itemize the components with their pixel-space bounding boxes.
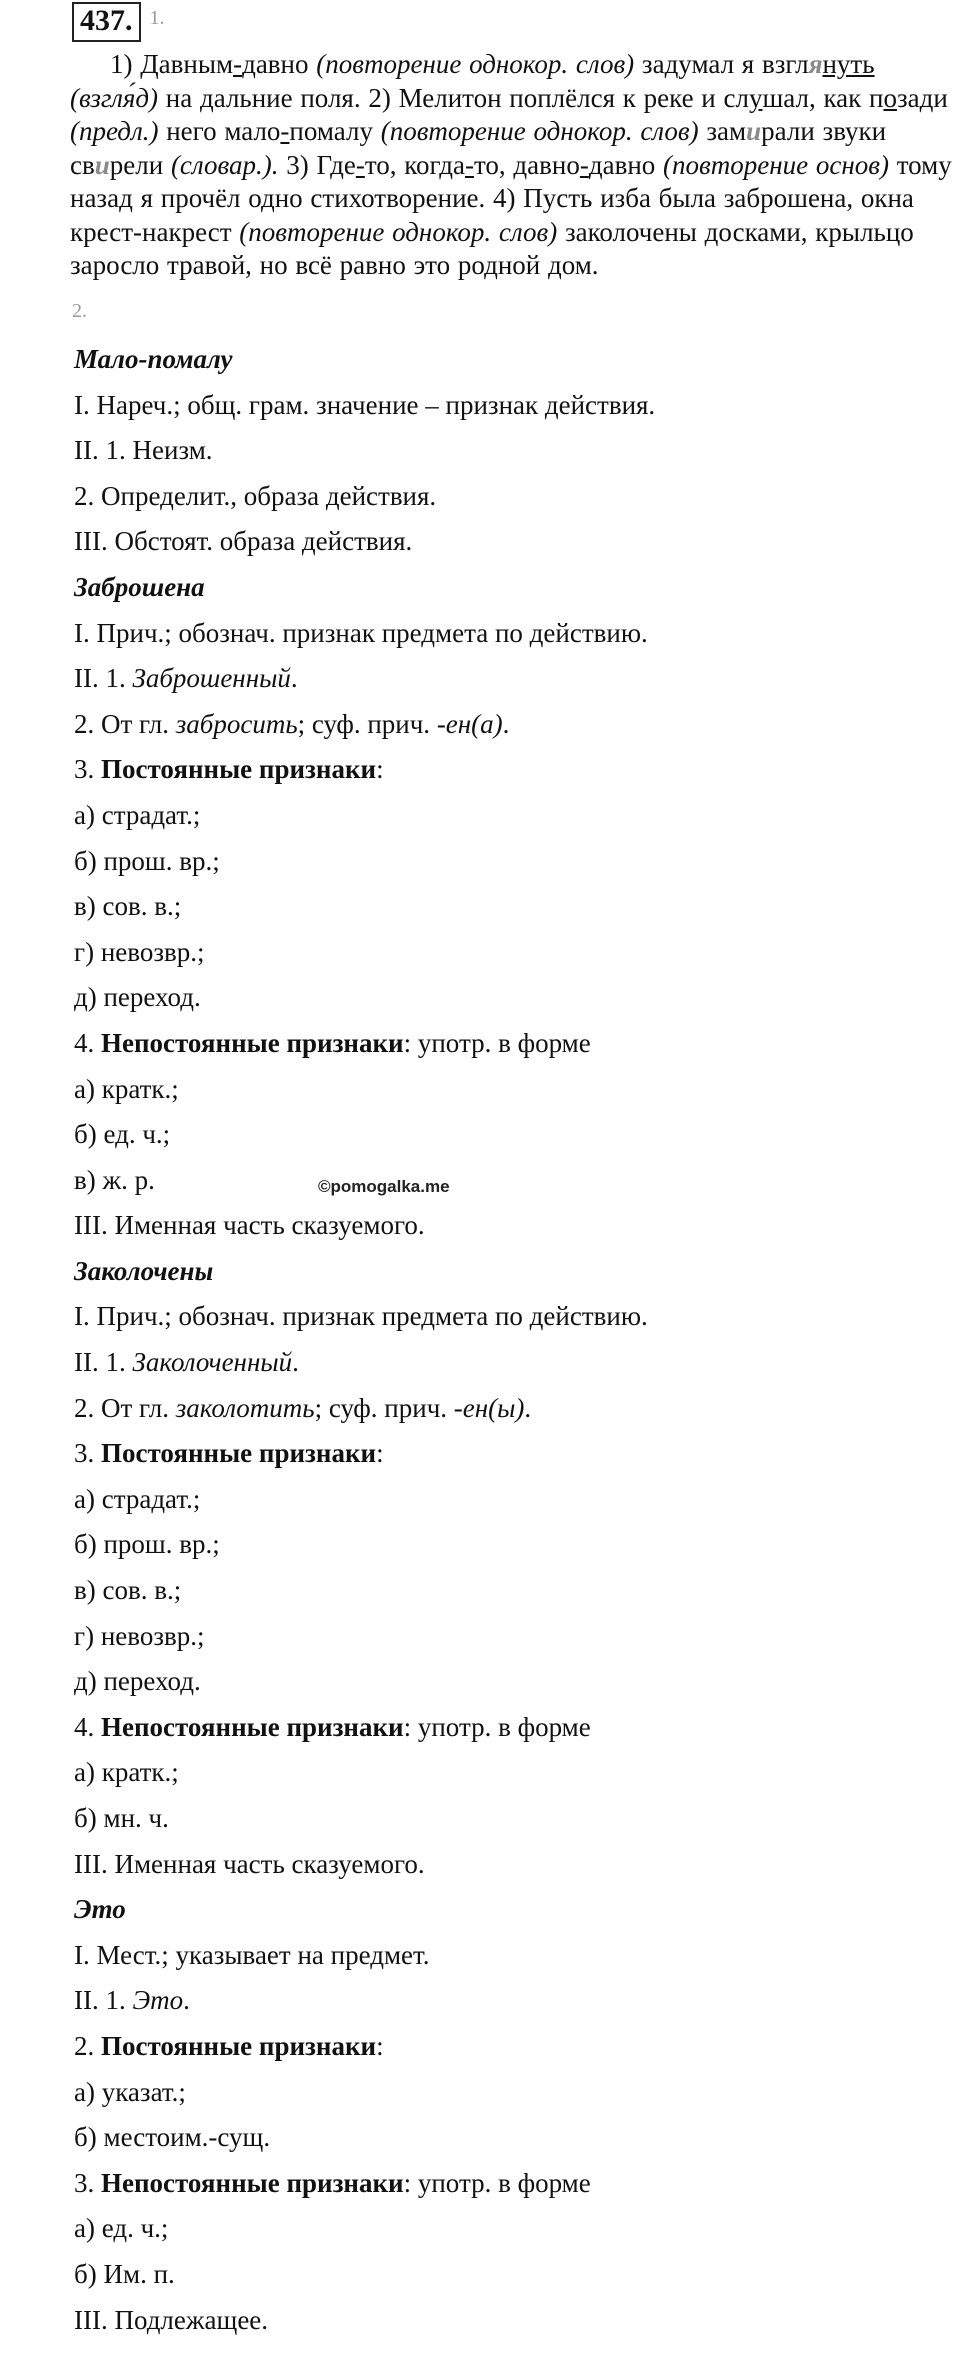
note: (предл.) <box>70 116 159 146</box>
highlighted-letter: и <box>746 116 762 146</box>
source-verb: заколотить <box>175 1392 315 1423</box>
text-fragment: помалу <box>289 116 381 146</box>
text-fragment: 2. От гл. <box>74 708 176 739</box>
underlined-letter: у <box>748 82 763 113</box>
analysis-line: III. Обстоят. образа действия. <box>74 526 413 557</box>
analysis-line: II. 1. Неизм. <box>74 435 213 466</box>
initial-form: Это <box>132 1985 184 2016</box>
analysis-line: I. Прич.; обознач. признак предмета по действию. <box>74 617 648 648</box>
text-fragment: 1) Давным <box>110 49 234 79</box>
text-fragment: зам <box>698 116 747 146</box>
text-fragment: давно <box>242 49 317 79</box>
highlighted-letter: и <box>94 149 110 180</box>
text-fragment: . <box>183 1985 190 2016</box>
text-fragment: тому назад я прочёл одно стихотворение. 4) Пусть изба была заброшена, окна крест-накрест <box>70 149 952 247</box>
text-fragment: II. 1. <box>74 1347 133 1378</box>
text-fragment: : <box>376 1438 384 1469</box>
text-fragment: то, давно <box>473 149 580 180</box>
text-fragment: 2. <box>74 2030 101 2061</box>
watermark: ©pomogalka.me <box>318 1177 450 1196</box>
section-label: Непостоянные признаки <box>101 1027 404 1058</box>
text-fragment: рали звуки св <box>70 116 887 180</box>
text-fragment: 4. <box>74 1027 101 1058</box>
underlined-dash: - <box>233 49 243 79</box>
analysis-line <box>74 1386 954 1432</box>
text-fragment: заколочены досками, крыльцо заросло травой, но всё равно это родной дом. <box>70 216 914 280</box>
text-fragment: 4. <box>74 1711 101 1742</box>
text-fragment: ; суф. прич. <box>314 1392 454 1423</box>
exercise-paragraph <box>70 48 960 283</box>
text-fragment: . <box>292 1347 299 1378</box>
text-fragment: . <box>290 663 298 694</box>
section-label: Постоянные признаки <box>101 754 377 785</box>
part1-marker: 1. <box>149 7 165 29</box>
analysis-line: I. Прич.; обознач. признак предмета по действию. <box>74 1301 648 1332</box>
text-fragment: : употр. в форме <box>403 1027 591 1058</box>
analysis-line: а) кратк.; <box>74 1757 179 1788</box>
note: (взгля́д) <box>70 82 159 113</box>
analysis-line: а) ед. ч.; <box>74 2213 169 2244</box>
analysis-line: I. Мест.; указывает на предмет. <box>74 1939 430 1970</box>
analysis-line: в) ж. р. <box>74 1164 155 1195</box>
analysis-line: б) местоим.-сущ. <box>74 2122 271 2153</box>
text-fragment: 3. <box>74 2167 101 2198</box>
highlighted-letter: я <box>808 49 823 79</box>
word-heading: Это <box>74 1894 126 1925</box>
text-fragment: задумал я взгл <box>634 49 809 79</box>
note: (повторение основ) <box>663 149 889 180</box>
text-fragment: рели <box>109 149 171 180</box>
analysis-line: III. Именная часть сказуемого. <box>74 1848 425 1879</box>
text-fragment: 3. <box>74 754 101 785</box>
analysis-line <box>74 1431 954 1477</box>
text-fragment: II. 1. <box>74 1985 133 2016</box>
analysis-line: б) прош. вр.; <box>74 845 220 876</box>
initial-form: Заколоченный <box>132 1347 293 1378</box>
underlined-dash: - <box>280 116 290 146</box>
analysis-line: а) страдат.; <box>74 1483 201 1514</box>
analysis-line: в) сов. в.; <box>74 891 182 922</box>
analysis-line: а) страдат.; <box>74 799 201 830</box>
text-fragment: 3. <box>74 1438 101 1469</box>
analysis-line: а) указат.; <box>74 2076 186 2107</box>
note: (словар.). <box>170 149 279 180</box>
text-fragment: зади <box>896 82 948 113</box>
analysis-line <box>74 656 954 702</box>
text-fragment: 2. От гл. <box>74 1392 176 1423</box>
analysis-line <box>74 702 954 748</box>
analysis-line: а) кратк.; <box>74 1073 179 1104</box>
analysis-line <box>74 2161 954 2207</box>
section-label: Непостоянные признаки <box>101 2167 404 2198</box>
text-fragment: : употр. в форме <box>403 2167 591 2198</box>
analysis-line: III. Подлежащее. <box>74 2304 269 2335</box>
exercise-header <box>72 2 165 42</box>
text-fragment: : употр. в форме <box>403 1711 591 1742</box>
analysis-line: б) мн. ч. <box>74 1803 169 1833</box>
text-fragment: давно <box>588 149 664 180</box>
underlined-letter: о <box>883 82 897 113</box>
analysis-line: в) сов. в.; <box>74 1575 182 1606</box>
note: (повторение однокор. слов) <box>239 216 558 247</box>
morphological-analysis <box>74 337 954 2343</box>
text-fragment: . <box>502 708 510 739</box>
analysis-line <box>74 1978 954 2024</box>
note: (повторение однокор. слов) <box>380 116 699 146</box>
analysis-line <box>74 1705 954 1751</box>
analysis-line: III. Именная часть сказуемого. <box>74 1210 425 1241</box>
underlined-dash: - <box>464 149 474 180</box>
analysis-line: г) невозвр.; <box>74 1620 205 1651</box>
task-number: 437. <box>72 2 141 42</box>
initial-form: Заброшенный <box>132 663 291 694</box>
analysis-line: б) ед. ч.; <box>74 1119 171 1150</box>
section-label: Постоянные признаки <box>101 1438 377 1469</box>
text-fragment: II. 1. <box>74 663 133 694</box>
analysis-line: г) невозвр.; <box>74 936 205 967</box>
suffix: -ен(ы) <box>453 1392 525 1423</box>
section-label: Непостоянные признаки <box>101 1711 404 1742</box>
analysis-line: 2. Определит., образа действия. <box>74 480 437 511</box>
underlined-suffix: нуть <box>822 49 875 79</box>
text-fragment: ; суф. прич. <box>297 708 437 739</box>
note: (повторение однокор. слов) <box>316 49 635 79</box>
text-fragment: него мало <box>158 116 281 146</box>
text-fragment: 3) Где <box>278 149 356 180</box>
text-fragment: то, когда <box>364 149 465 180</box>
analysis-line: б) прош. вр.; <box>74 1529 220 1560</box>
section-label: Постоянные признаки <box>101 2030 377 2061</box>
analysis-line <box>74 1021 954 1067</box>
underlined-dash: - <box>579 149 589 180</box>
analysis-line: I. Нареч.; общ. грам. значение – признак действия. <box>74 389 656 420</box>
text-fragment: на дальние поля. 2) Мелитон поплёлся к реке и сл <box>158 82 749 113</box>
text-fragment: шал, как п <box>762 82 884 113</box>
suffix: -ен(а) <box>436 708 503 739</box>
text-fragment: . <box>524 1392 532 1423</box>
part2-marker: 2. <box>72 300 87 322</box>
text-fragment: : <box>376 754 384 785</box>
analysis-line: б) Им. п. <box>74 2258 175 2289</box>
underlined-dash: - <box>355 149 365 180</box>
analysis-line: д) переход. <box>74 1666 201 1697</box>
word-heading: Заколочены <box>74 1255 214 1286</box>
analysis-line: д) переход. <box>74 982 201 1013</box>
analysis-line <box>74 747 954 793</box>
analysis-line <box>74 2024 954 2070</box>
analysis-line <box>74 1340 954 1386</box>
word-heading: Мало-помалу <box>74 344 233 374</box>
source-verb: забросить <box>175 708 298 739</box>
text-fragment: : <box>376 2030 384 2061</box>
word-heading: Заброшена <box>74 571 205 602</box>
